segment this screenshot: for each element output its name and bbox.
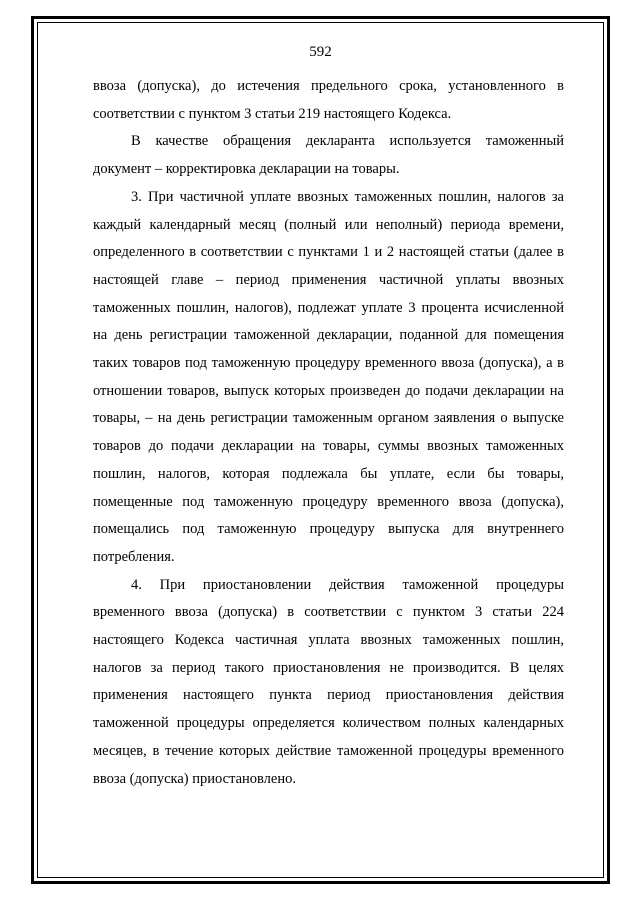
page-number: 592: [309, 44, 332, 60]
page-border-outer: [31, 16, 610, 884]
page-border-inner: [37, 22, 604, 878]
document-body: [93, 73, 564, 793]
paragraph-declarant-appeal: В качестве обращения декларанта используется таможенный документ – корректировка декларации на товары.: [93, 133, 564, 178]
paragraph-item-4: 4. При приостановлении действия таможенной процедуры временного ввоза (допуска) в соответствии с пунктом 3 статьи 224 настоящего Кодекса частичная уплата ввозных таможенных пошлин, налогов за период такого приостановления не производится. В целях применения настоящего пункта период приостановления действия таможенной процедуры определяется количеством полных календарных месяцев, в течение которых действие таможенной процедуры временного ввоза (допуска) приостановлено.: [93, 576, 564, 787]
paragraph-item-3: 3. При частичной уплате ввозных таможенных пошлин, налогов за каждый календарный месяц (полный или неполный) периода времени, определенного в соответствии с пунктами 1 и 2 настоящей статьи (далее в настоящей главе – период применения частичной уплаты ввозных таможенных пошлин, налогов), подлежат уплате 3 процента исчисленной на день регистрации таможенной декларации, поданной для помещения таких товаров под таможенную процедуру временного ввоза (допуска), а в отношении товаров, выпуск которых произведен до подачи декларации на товары, – на день регистрации таможенным органом заявления о выпуске товаров до подачи декларации на товары, суммы ввозных таможенных пошлин, налогов, которая подлежала бы уплате, если бы товары, помещенные под таможенную процедуру временного ввоза (допуска), помещались под таможенную процедуру выпуска для внутреннего потребления.: [93, 188, 564, 565]
paragraph-continuation: ввоза (допуска), до истечения предельного срока, установленного в соответствии с пунктом 3 статьи 219 настоящего Кодекса.: [93, 78, 564, 122]
